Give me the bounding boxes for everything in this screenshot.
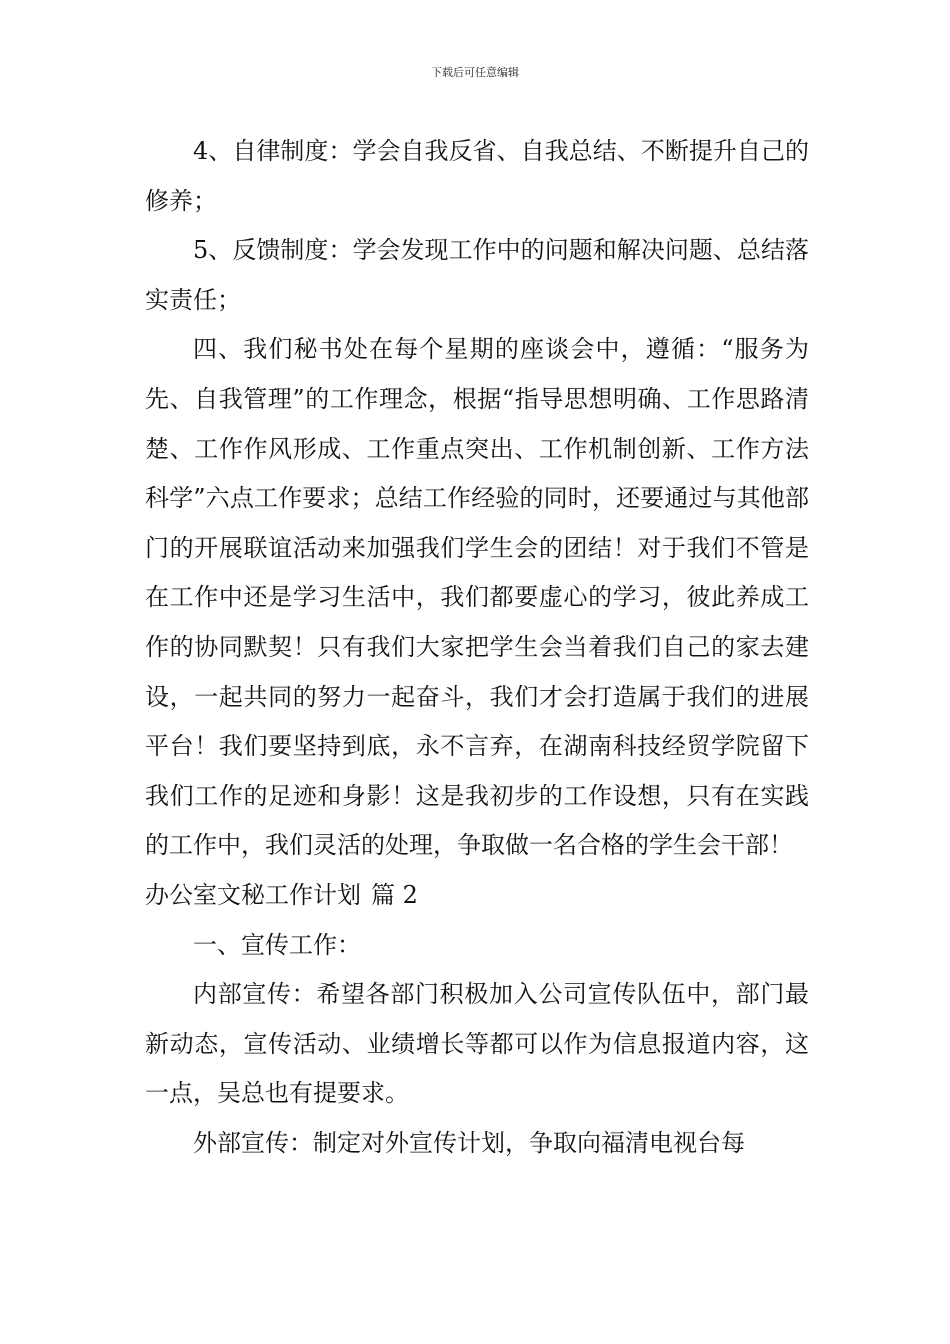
section-title-text: 办公室文秘工作计划	[145, 880, 361, 909]
paragraph-secretariat: 四、我们秘书处在每个星期的座谈会中，遵循：“服务为先、自我管理”的工作理念，根据“指导思想明确、工作思路清楚、工作作风形成、工作重点突出、工作机制创新、工作方法科学”六点工作要求；总结工作经验的同时，还要通过与其他部门的开展联谊活动来加强我们学生会的团结！对于我们不管是在工作中还是学习生活中，我们都要虚心的学习，彼此养成工作的协同默契！只有我们大家把学生会当着我们自己的家去建设，一起共同的努力一起奋斗，我们才会打造属于我们的进展平台！我们要坚持到底，永不言弃，在湖南科技经贸学院留下我们工作的足迹和身影！这是我初步的工作设想，只有在实践的工作中，我们灵活的处理，争取做一名合格的学生会干部！	[145, 335, 809, 860]
paragraph-self-discipline: 4、自律制度：学会自我反省、自我总结、不断提升自己的修养；	[145, 137, 809, 215]
paragraph-feedback: 5、反馈制度：学会发现工作中的问题和解决问题、总结落实责任；	[145, 236, 809, 314]
document-body	[145, 127, 809, 1168]
paragraph-external-publicity: 外部宣传：制定对外宣传计划，争取向福清电视台每	[193, 1128, 745, 1157]
page-header-note: 下载后可任意编辑	[431, 66, 519, 79]
paragraph-publicity-heading: 一、宣传工作：	[193, 930, 361, 959]
section-title	[145, 871, 809, 921]
paragraph-internal-publicity: 内部宣传：希望各部门积极加入公司宣传队伍中，部门最新动态，宣传活动、业绩增长等都可以作为信息报道内容，这一点，吴总也有提要求。	[145, 980, 809, 1108]
section-number: 篇 2	[371, 880, 418, 909]
